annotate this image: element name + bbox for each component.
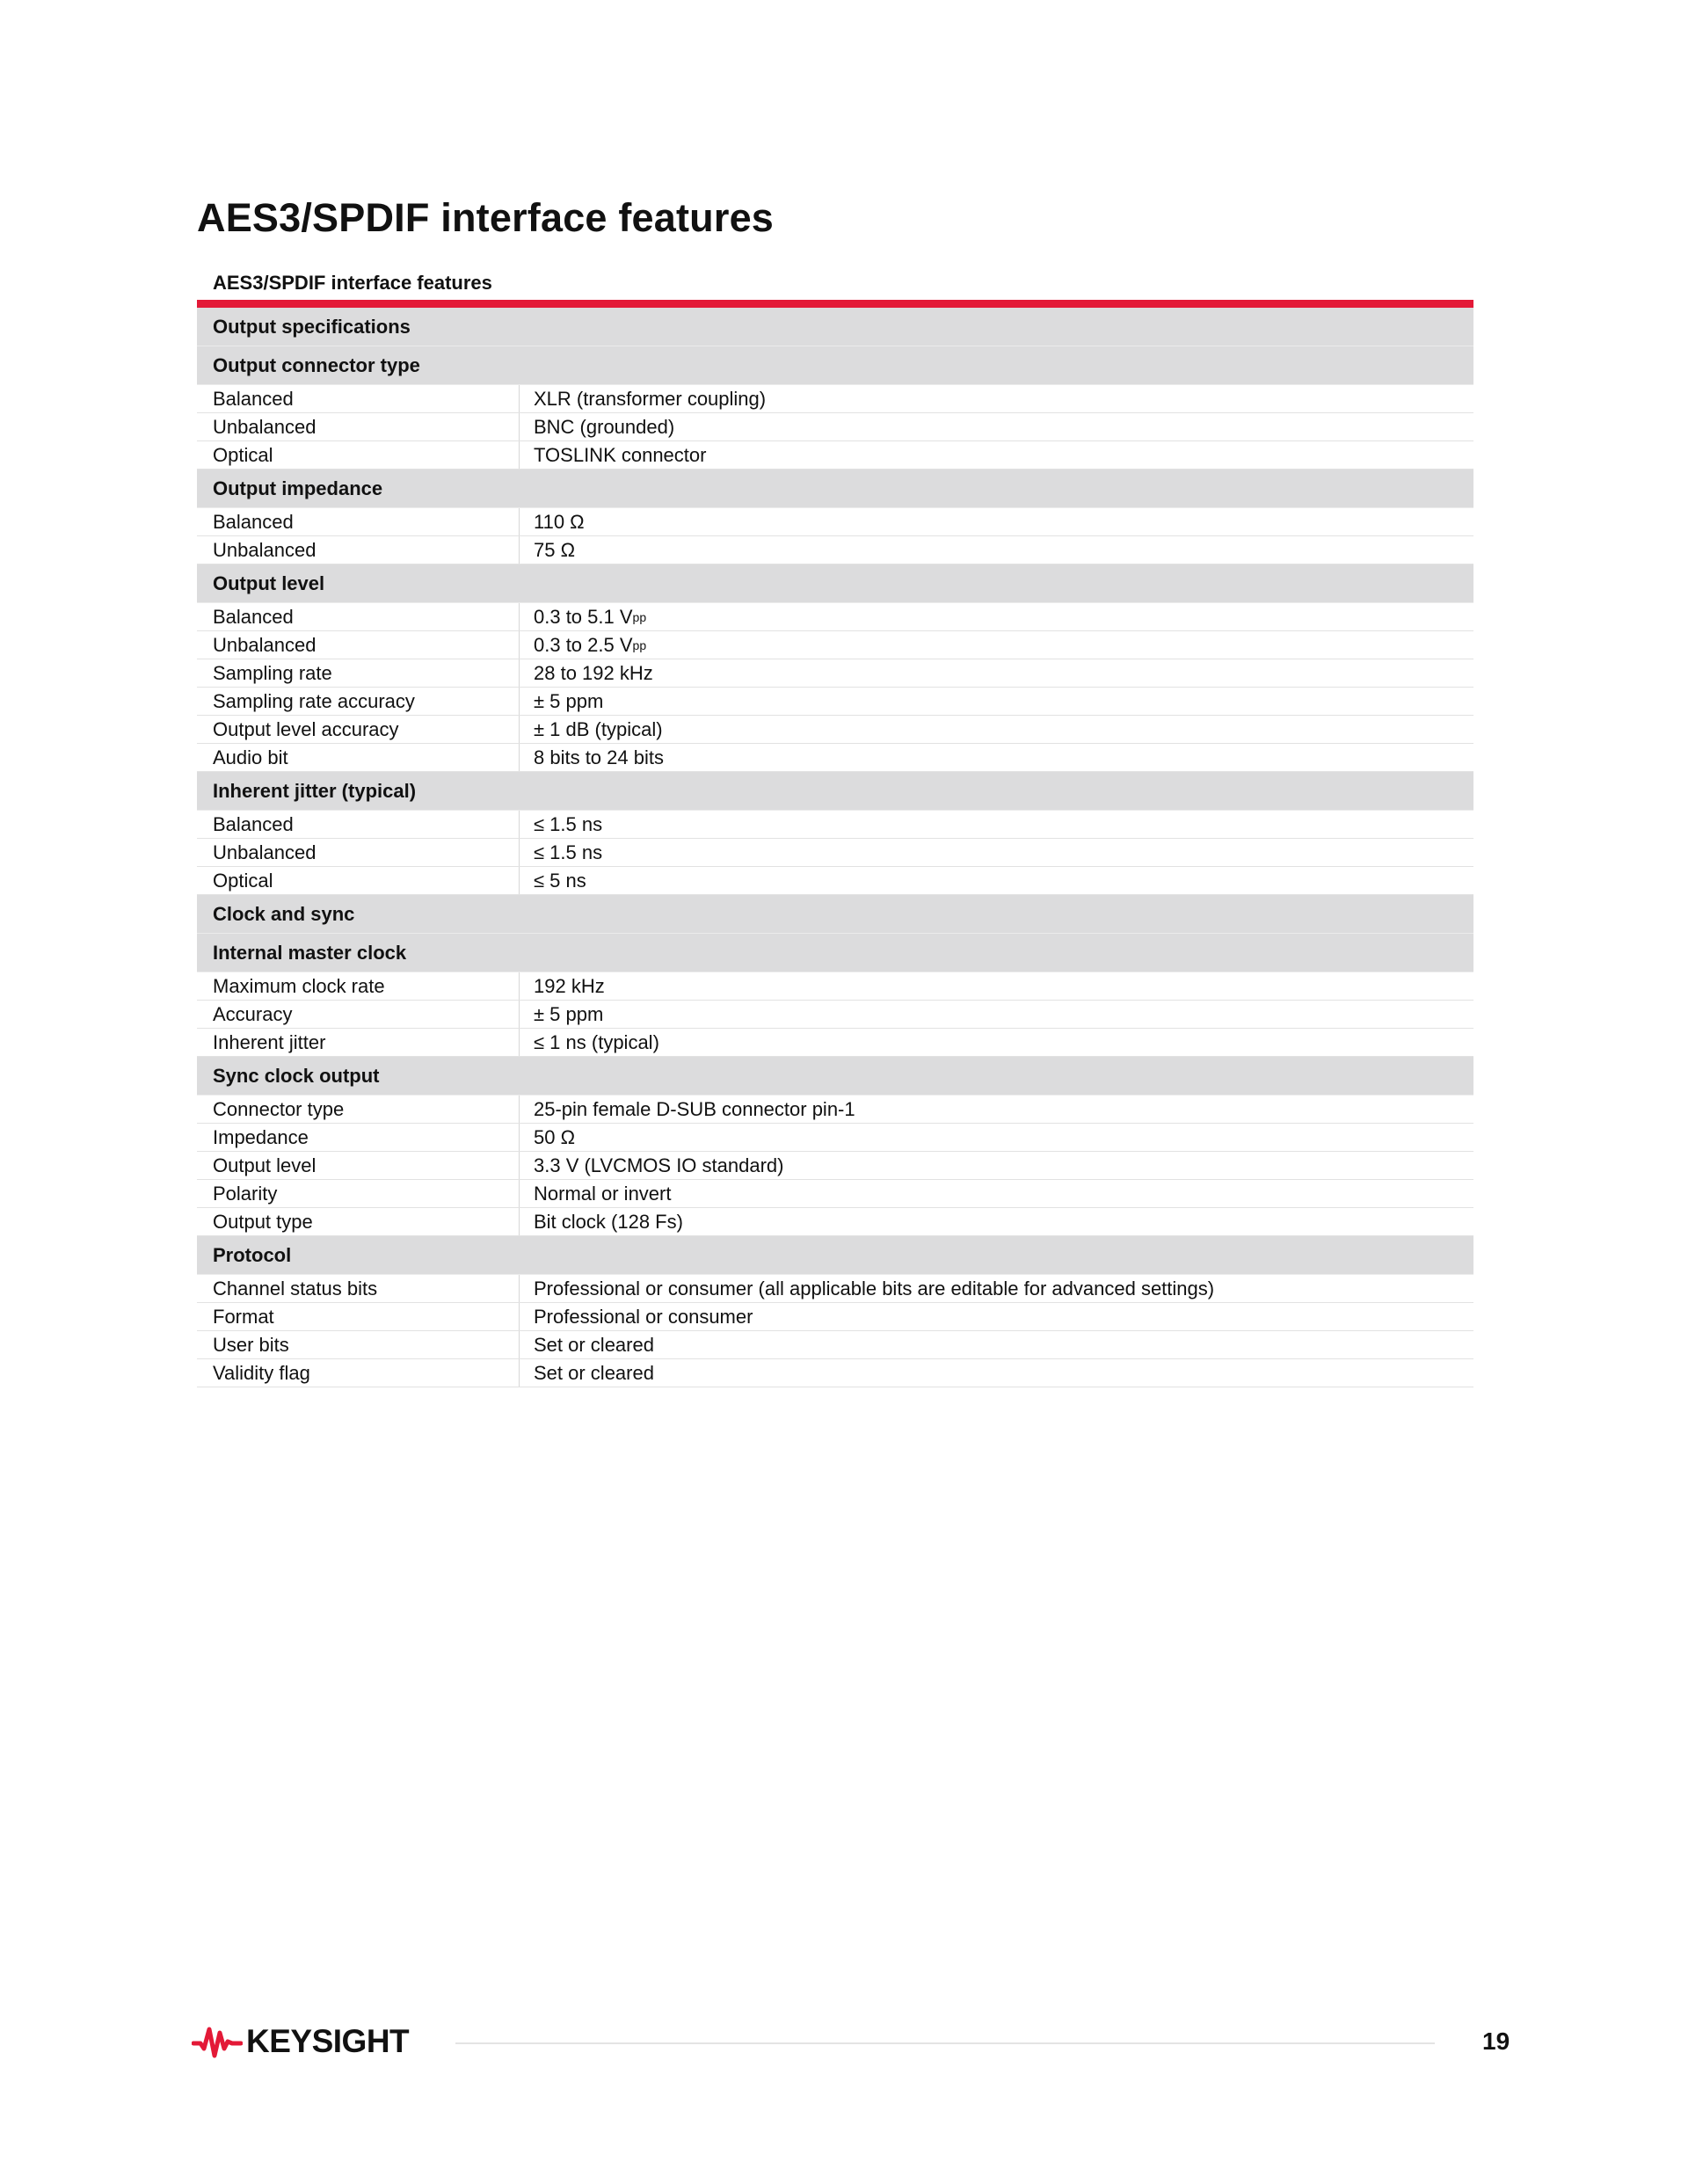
table-row [197, 1275, 1473, 1303]
row-value-cell [520, 867, 586, 894]
spec-table [197, 264, 1473, 1387]
row-label-cell [197, 1001, 520, 1028]
row-label-cell [197, 536, 520, 564]
table-row [197, 441, 1473, 470]
row-label: Format [213, 1305, 274, 1328]
section-header-row [197, 308, 1473, 346]
table-row [197, 839, 1473, 867]
row-label: Audio bit [213, 746, 288, 768]
table-row [197, 631, 1473, 659]
row-value: 192 kHz [534, 974, 605, 997]
table-row [197, 867, 1473, 895]
row-value: Bit clock (128 Fs) [534, 1210, 683, 1233]
row-value-cell [520, 631, 646, 659]
table-row [197, 508, 1473, 536]
row-label: Unbalanced [213, 538, 316, 561]
table-row [197, 1331, 1473, 1359]
row-label: Unbalanced [213, 841, 316, 863]
table-row [197, 1180, 1473, 1208]
table-row [197, 811, 1473, 839]
row-value-cell [520, 1152, 783, 1179]
row-value-cell [520, 1359, 654, 1387]
row-value: XLR (transformer coupling) [534, 387, 767, 410]
row-value: 8 bits to 24 bits [534, 746, 664, 768]
row-value-cell [520, 1029, 659, 1056]
row-value-cell [520, 716, 663, 743]
row-label: Unbalanced [213, 415, 316, 438]
row-label: Optical [213, 443, 273, 466]
table-row [197, 1303, 1473, 1331]
row-value: 75 Ω [534, 538, 576, 561]
row-value-cell [520, 1303, 753, 1330]
row-value-cell [520, 1096, 855, 1123]
section-header-label: Protocol [213, 1243, 292, 1266]
row-value: ≤ 1.5 ns [534, 812, 603, 835]
row-value: ± 1 dB (typical) [534, 717, 663, 740]
row-value: TOSLINK connector [534, 443, 707, 466]
row-value-cell [520, 536, 575, 564]
row-value: Set or cleared [534, 1361, 654, 1384]
row-value: ± 5 ppm [534, 689, 604, 712]
row-value-cell [520, 744, 664, 771]
section-header-label: Output impedance [213, 477, 383, 499]
row-value: 3.3 V (LVCMOS IO standard) [534, 1154, 784, 1176]
row-label-cell [197, 1152, 520, 1179]
row-value-subscript: pp [632, 609, 647, 624]
row-label: Connector type [213, 1097, 345, 1120]
row-label-cell [197, 385, 520, 412]
section-header-label: Output level [213, 571, 325, 594]
row-value-cell [520, 688, 603, 715]
row-label: Sampling rate accuracy [213, 689, 415, 712]
row-value-cell [520, 1275, 1214, 1302]
table-row [197, 1096, 1473, 1124]
row-label: Balanced [213, 510, 294, 533]
row-value: Set or cleared [534, 1333, 654, 1356]
table-row [197, 688, 1473, 716]
table-row [197, 1124, 1473, 1152]
row-value: BNC (grounded) [534, 415, 675, 438]
section-header-label: Inherent jitter (typical) [213, 779, 417, 802]
row-value: 0.3 to 5.1 V [534, 605, 633, 628]
row-label-cell [197, 1303, 520, 1330]
row-label-cell [197, 1124, 520, 1151]
row-label-cell [197, 867, 520, 894]
row-label-cell [197, 811, 520, 838]
page-title: AES3/SPDIF interface features [197, 195, 775, 240]
row-label-cell [197, 631, 520, 659]
row-label-cell [197, 1275, 520, 1302]
table-row [197, 744, 1473, 772]
row-label-cell [197, 744, 520, 771]
row-value: ≤ 1 ns (typical) [534, 1030, 659, 1053]
row-label: Balanced [213, 387, 294, 410]
row-label: Maximum clock rate [213, 974, 385, 997]
row-value-cell [520, 1180, 671, 1207]
row-value-cell [520, 972, 605, 1000]
row-value-subscript: pp [632, 637, 647, 652]
row-label: Output level [213, 1154, 316, 1176]
row-label-cell [197, 839, 520, 866]
table-row [197, 1359, 1473, 1387]
row-label: Sampling rate [213, 661, 332, 684]
section-header-row [197, 895, 1473, 934]
row-label: Accuracy [213, 1002, 293, 1025]
section-header-label: Output connector type [213, 353, 420, 376]
row-label-cell [197, 659, 520, 687]
keysight-logo [192, 2022, 409, 2061]
table-caption: AES3/SPDIF interface features [213, 272, 492, 294]
row-label: Output level accuracy [213, 717, 399, 740]
table-row [197, 603, 1473, 631]
row-label-cell [197, 1208, 520, 1235]
row-value: Professional or consumer (all applicable bits are editable for advanced settings) [534, 1277, 1215, 1299]
row-value-cell [520, 385, 766, 412]
keysight-wave-icon [192, 2022, 243, 2061]
table-row [197, 1208, 1473, 1236]
row-value: Normal or invert [534, 1182, 672, 1205]
row-label: Impedance [213, 1125, 309, 1148]
row-value-cell [520, 659, 653, 687]
row-label: Polarity [213, 1182, 278, 1205]
row-label-cell [197, 508, 520, 535]
row-label: Balanced [213, 605, 294, 628]
row-label: Validity flag [213, 1361, 310, 1384]
row-value-cell [520, 1331, 654, 1358]
page-number: 19 [1482, 2027, 1510, 2055]
row-value: ± 5 ppm [534, 1002, 604, 1025]
row-value: 50 Ω [534, 1125, 576, 1148]
section-header-row [197, 1057, 1473, 1096]
row-label-cell [197, 1180, 520, 1207]
row-label-cell [197, 972, 520, 1000]
row-value: ≤ 5 ns [534, 869, 586, 892]
row-value-cell [520, 603, 646, 630]
row-value-cell [520, 1124, 575, 1151]
red-rule [197, 300, 1473, 308]
row-label-cell [197, 1029, 520, 1056]
row-value-cell [520, 1001, 603, 1028]
row-value: ≤ 1.5 ns [534, 841, 603, 863]
table-row [197, 972, 1473, 1001]
section-header-row [197, 934, 1473, 972]
row-label-cell [197, 1359, 520, 1387]
row-label: User bits [213, 1333, 289, 1356]
section-header-row [197, 1236, 1473, 1275]
footer-rule [455, 2042, 1435, 2044]
section-header-row [197, 470, 1473, 508]
row-label-cell [197, 688, 520, 715]
table-row [197, 385, 1473, 413]
section-header-row [197, 564, 1473, 603]
row-label: Optical [213, 869, 273, 892]
row-label-cell [197, 1331, 520, 1358]
table-row [197, 413, 1473, 441]
row-label-cell [197, 603, 520, 630]
row-value: Professional or consumer [534, 1305, 753, 1328]
row-value-cell [520, 413, 674, 440]
row-value: 28 to 192 kHz [534, 661, 653, 684]
table-body [197, 308, 1473, 1387]
row-label-cell [197, 441, 520, 469]
table-row [197, 1029, 1473, 1057]
row-value-cell [520, 839, 602, 866]
row-label: Balanced [213, 812, 294, 835]
logo-text: KEYSIGHT [246, 2023, 410, 2059]
table-row [197, 536, 1473, 564]
row-label: Output type [213, 1210, 313, 1233]
row-value: 25-pin female D-SUB connector pin-1 [534, 1097, 855, 1120]
section-header-label: Output specifications [213, 315, 411, 338]
row-label: Inherent jitter [213, 1030, 326, 1053]
row-label: Unbalanced [213, 633, 316, 656]
row-value-cell [520, 441, 706, 469]
row-value-cell [520, 811, 602, 838]
row-value-cell [520, 508, 585, 535]
row-value-cell [520, 1208, 683, 1235]
row-label-cell [197, 413, 520, 440]
table-row [197, 1001, 1473, 1029]
row-label-cell [197, 716, 520, 743]
row-label-cell [197, 1096, 520, 1123]
section-header-row [197, 772, 1473, 811]
section-header-label: Sync clock output [213, 1064, 380, 1087]
table-row [197, 659, 1473, 688]
table-row [197, 716, 1473, 744]
table-row [197, 1152, 1473, 1180]
section-header-label: Internal master clock [213, 941, 407, 964]
row-label: Channel status bits [213, 1277, 378, 1299]
row-value: 110 Ω [534, 510, 585, 533]
section-header-label: Clock and sync [213, 902, 355, 925]
row-value: 0.3 to 2.5 V [534, 633, 633, 656]
section-header-row [197, 346, 1473, 385]
